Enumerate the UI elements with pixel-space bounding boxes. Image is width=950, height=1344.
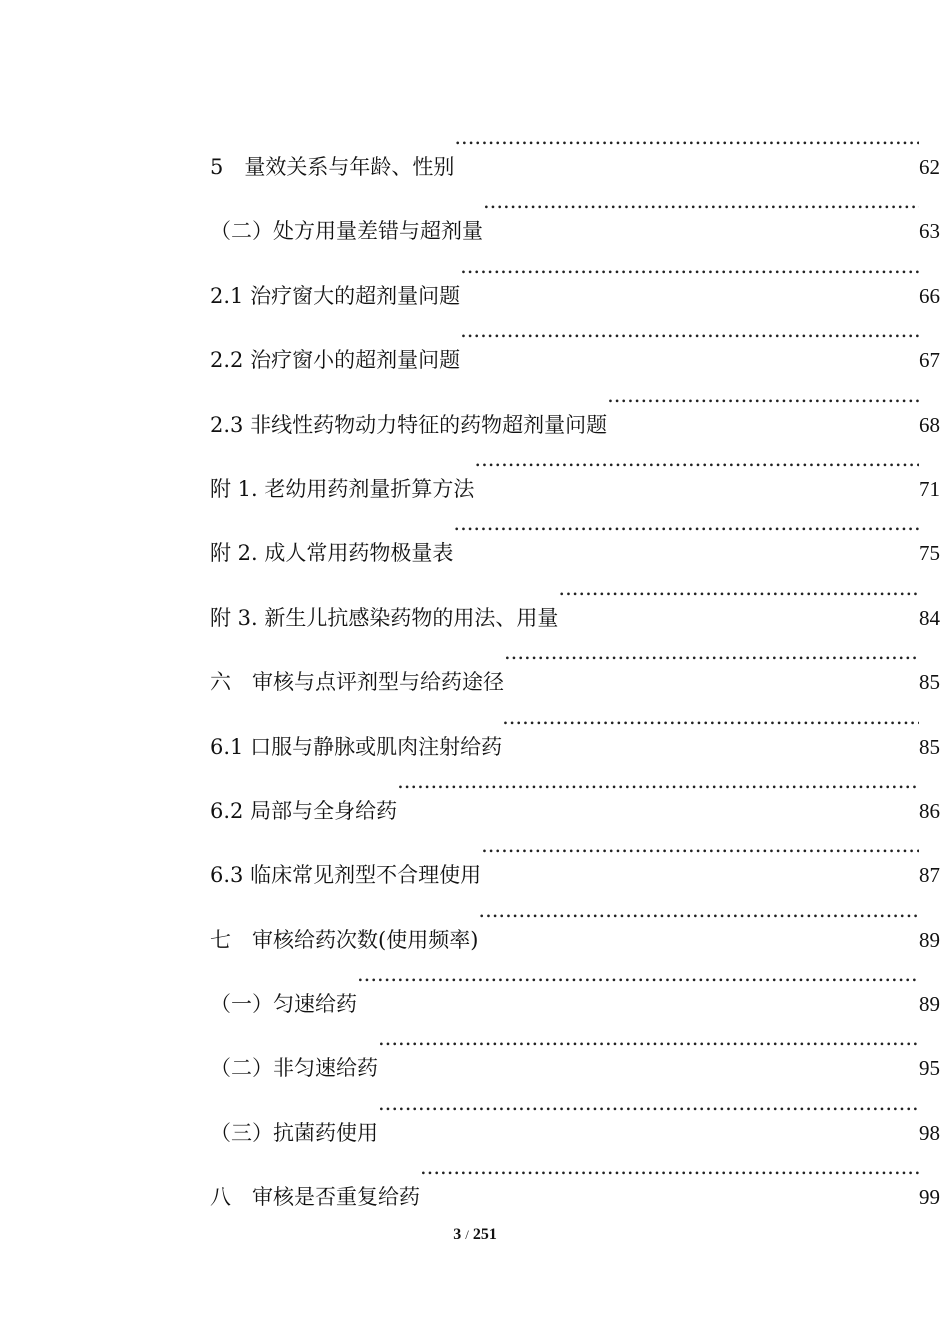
toc-dot-leader [378, 1090, 919, 1140]
toc-dot-leader [481, 832, 919, 882]
toc-dot-leader [460, 253, 919, 303]
toc-entry-title: 六 审核与点评剂型与给药途径 [210, 670, 504, 695]
toc-dot-leader [454, 124, 919, 174]
toc-entry-page-number: 98 [919, 1120, 940, 1145]
toc-entry[interactable] [210, 832, 940, 896]
current-page-number: 3 [453, 1226, 462, 1243]
toc-dot-leader [504, 639, 919, 689]
page-separator: / [465, 1227, 469, 1242]
toc-entry-title: 6.3 临床常见剂型不合理使用 [210, 863, 482, 888]
toc-entry[interactable] [210, 253, 940, 317]
toc-entry-title: （二）非匀速给药 [210, 1056, 378, 1081]
toc-entry-title: 6.2 局部与全身给药 [210, 798, 398, 823]
toc-entry-page-number: 71 [919, 476, 940, 501]
toc-entry-title: （三）抗菌药使用 [210, 1120, 378, 1145]
toc-entry-title: 2.3 非线性药物动力特征的药物超剂量问题 [210, 412, 608, 437]
toc-entry[interactable] [210, 575, 940, 639]
toc-entry[interactable] [210, 317, 940, 381]
total-pages: 251 [472, 1226, 497, 1243]
toc-entry[interactable] [210, 446, 940, 510]
toc-entry[interactable] [210, 510, 940, 574]
toc-entry-title: 2.1 治疗窗大的超剂量问题 [210, 283, 461, 308]
toc-entry[interactable] [210, 1090, 940, 1154]
toc-dot-leader [502, 704, 919, 754]
toc-entry[interactable] [210, 1025, 940, 1089]
toc-dot-leader [483, 188, 919, 238]
table-of-contents [210, 124, 940, 1219]
toc-dot-leader [474, 446, 919, 496]
toc-entry[interactable] [210, 124, 940, 188]
toc-entry-page-number: 62 [919, 155, 940, 179]
toc-dot-leader [558, 575, 919, 625]
toc-entry-page-number: 95 [919, 1056, 940, 1081]
toc-dot-leader [397, 768, 919, 818]
toc-entry-title: 附 3. 新生儿抗感染药物的用法、用量 [210, 605, 559, 630]
toc-dot-leader [607, 382, 919, 432]
toc-entry-page-number: 99 [919, 1185, 940, 1210]
toc-entry-page-number: 84 [919, 605, 940, 630]
toc-entry-page-number: 63 [919, 219, 940, 244]
toc-entry[interactable] [210, 961, 940, 1025]
page-number [0, 1226, 950, 1244]
toc-entry-title: 6.1 口服与静脉或肌肉注射给药 [210, 734, 503, 759]
toc-entry[interactable] [210, 897, 940, 961]
toc-dot-leader [420, 1154, 919, 1204]
toc-entry-title: 5 量效关系与年龄、性别 [210, 155, 455, 179]
toc-entry-title: 七 审核给药次数(使用频率) [210, 927, 479, 952]
toc-entry-page-number: 87 [919, 863, 940, 888]
toc-entry[interactable] [210, 639, 940, 703]
toc-entry[interactable] [210, 188, 940, 252]
toc-entry-page-number: 67 [919, 348, 940, 373]
toc-entry-page-number: 85 [919, 734, 940, 759]
toc-entry[interactable] [210, 704, 940, 768]
toc-entry-page-number: 68 [919, 412, 940, 437]
toc-entry[interactable] [210, 768, 940, 832]
toc-entry-title: 八 审核是否重复给药 [210, 1185, 420, 1210]
toc-entry-title: 附 1. 老幼用药剂量折算方法 [210, 476, 475, 501]
toc-entry-page-number: 86 [919, 798, 940, 823]
toc-dot-leader [460, 317, 919, 367]
toc-entry-page-number: 85 [919, 670, 940, 695]
toc-dot-leader [478, 897, 919, 947]
toc-entry-page-number: 89 [919, 927, 940, 952]
toc-entry-title: 2.2 治疗窗小的超剂量问题 [210, 348, 461, 373]
toc-entry[interactable] [210, 382, 940, 446]
toc-entry-title: （二）处方用量差错与超剂量 [210, 219, 483, 244]
toc-entry-page-number: 75 [919, 541, 940, 566]
toc-entry[interactable] [210, 1154, 940, 1218]
toc-entry-title: 附 2. 成人常用药物极量表 [210, 541, 454, 566]
toc-entry-title: （一）匀速给药 [210, 992, 357, 1017]
toc-dot-leader [378, 1025, 919, 1075]
toc-dot-leader [357, 961, 919, 1011]
toc-dot-leader [453, 510, 919, 560]
toc-entry-page-number: 89 [919, 992, 940, 1017]
toc-entry-page-number: 66 [919, 283, 940, 308]
